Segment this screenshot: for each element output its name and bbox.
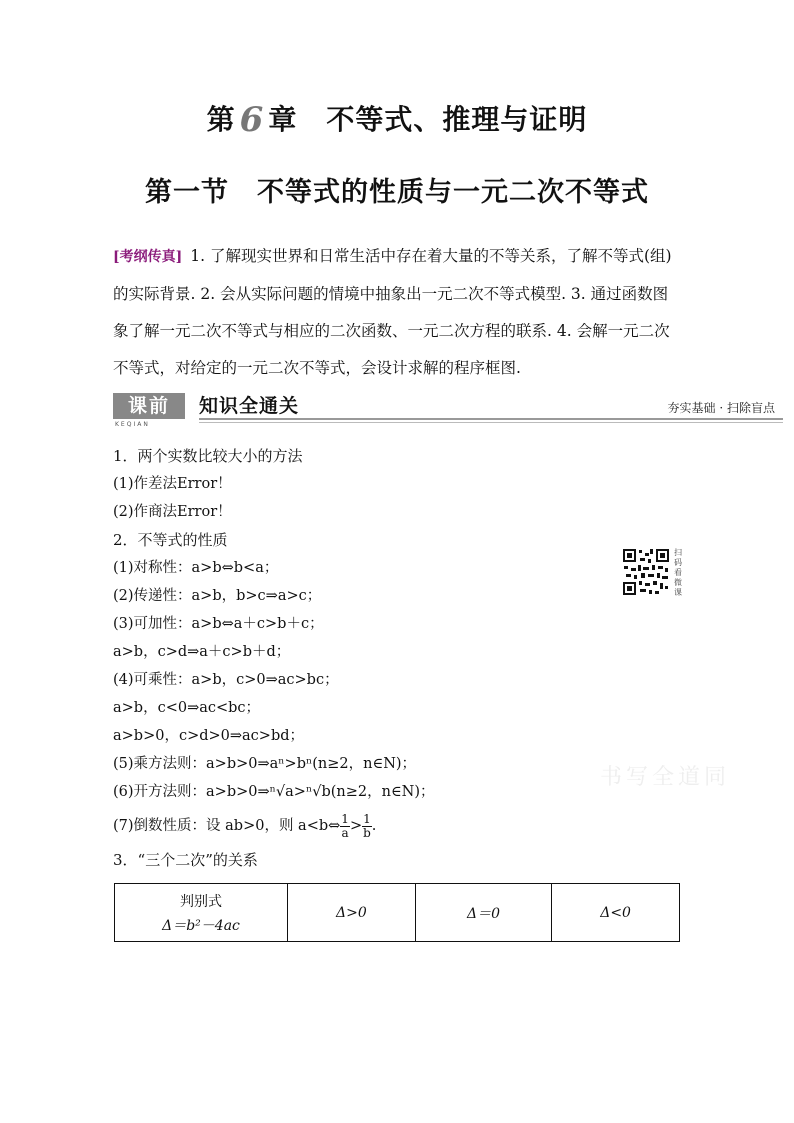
knowledge-list	[113, 442, 673, 874]
table-row	[115, 884, 680, 942]
frac-den: b	[363, 825, 371, 840]
banner-label: 课前	[113, 393, 185, 419]
banner-sublabel: KEQIAN	[115, 421, 150, 428]
qr-code[interactable]	[622, 548, 670, 596]
banner-rule	[199, 418, 783, 420]
list-item: a>b>0，c>d>0⇒ac>bd；	[113, 728, 305, 744]
frac-op: >	[349, 818, 363, 834]
list-item: a>b，c<0⇒ac<bc；	[113, 700, 261, 716]
qr-caption: 扫码看微课	[674, 548, 682, 597]
list-item: 3．“三个二次”的关系	[113, 851, 258, 869]
syllabus-intro	[113, 238, 683, 387]
chapter-title-text: 不等式、推理与证明	[326, 103, 588, 136]
table-header-cell	[115, 884, 288, 942]
list-item: 2．不等式的性质	[113, 531, 228, 549]
frac-end: .	[371, 818, 377, 834]
fraction-1-over-b	[362, 813, 372, 840]
list-item: (2)作商法Error！	[113, 504, 232, 520]
list-item: 1．两个实数比较大小的方法	[113, 447, 303, 465]
list-item-reciprocal	[113, 806, 673, 846]
frac-num: 1	[363, 811, 371, 826]
section-title: 第一节 不等式的性质与一元二次不等式	[145, 177, 649, 208]
list-item: a>b，c>d⇒a＋c>b＋d；	[113, 644, 291, 660]
chapter-suffix: 章	[268, 103, 298, 136]
list-item: (4)可乘性：a>b，c>0⇒ac>bc；	[113, 672, 339, 688]
fraction-1-over-a	[340, 813, 350, 840]
watermark: 书写全道同	[600, 765, 731, 790]
table-cell: Δ>0	[288, 884, 416, 942]
chapter-title	[0, 98, 794, 138]
list-item: (2)传递性：a>b，b>c⇒a>c；	[113, 588, 322, 604]
header-line-1: 判别式	[180, 893, 222, 910]
list-item: (6)开方法则：a>b>0⇒ⁿ√a>ⁿ√b(n≥2，n∈N)；	[113, 784, 435, 800]
syllabus-tag: [考纲传真]	[113, 249, 183, 265]
table-cell: Δ<0	[552, 884, 680, 942]
chapter-number: 6	[239, 100, 265, 140]
table-cell: Δ＝0	[415, 884, 551, 942]
banner-tagline: 夯实基础 · 扫除盲点	[667, 401, 775, 415]
banner-title: 知识全通关	[199, 395, 300, 417]
list-item: (5)乘方法则：a>b>0⇒aⁿ>bⁿ(n≥2，n∈N)；	[113, 756, 417, 772]
syllabus-text: 1. 了解现实世界和日常生活中存在着大量的不等关系，了解不等式(组)的实际背景. 2. 会从实际问题的情境中抽象出一元二次不等式模型. 3. 通过函数图象了解一元二次不等式与相应的二次函数、一元二次方程的联系. 4. 会解一元二次不等式，对给定的一元二次不等式，会设计求解的程序框图.	[113, 247, 672, 377]
section-banner	[113, 391, 783, 428]
banner-rule-thin	[199, 422, 783, 423]
list-item: (1)对称性：a>b⇔b<a；	[113, 560, 279, 576]
reciprocal-label: (7)倒数性质：设 ab>0，则 a<b⇔	[113, 818, 341, 834]
frac-num: 1	[341, 811, 349, 826]
three-quadratics-table	[114, 883, 680, 942]
list-item: (1)作差法Error！	[113, 476, 232, 492]
list-item: (3)可加性：a>b⇔a＋c>b＋c；	[113, 616, 324, 632]
frac-den: a	[341, 825, 349, 840]
chapter-prefix: 第	[206, 103, 236, 136]
header-line-2: Δ＝b²－4ac	[162, 917, 240, 934]
